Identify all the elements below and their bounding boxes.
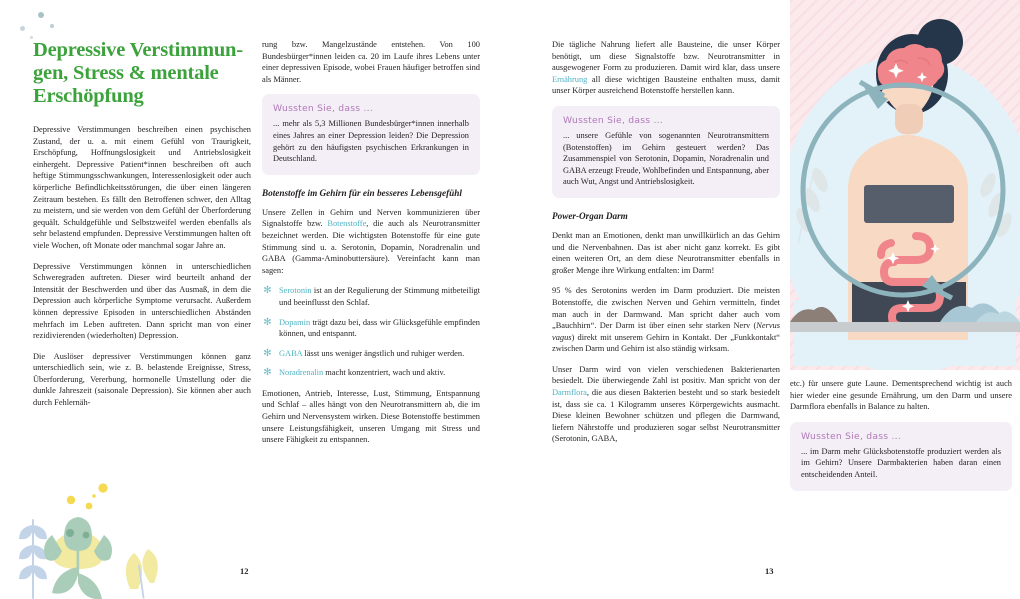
paragraph-text: ) direkt mit unserem Gehirn in Kontakt. Der „Funkkontakt“ zwischen Darm und Gehirn ist also ständig wirksam. [552,332,780,354]
text-column-3 [552,0,780,454]
flower-bullet-icon: ✻ [263,285,272,297]
text-column-2 [262,0,480,455]
paragraph [552,285,780,355]
blue-fern [19,519,47,599]
paragraph: Die Auslöser depressiver Verstimmungen können ganz unterschiedlich sein, wie z. B. belastende Ereignisse, Stress, Überforderung, Vererbung, hormonelle Umstellung oder die dunkle Jahreszeit (saisonale Depression). Sie können aber auch durch Fehlernäh- [33,351,251,408]
section-subheading: Power-Organ Darm [552,210,628,221]
paragraph-text: Die tägliche Nahrung liefert alle Bausteine, die unser Körper benötigt, um diese Signalstoffe bzw. Neurotransmitter in ausgewogener Form zu produzieren. Damit wird klar, dass unsere [552,40,780,73]
flower-bullet-icon: ✻ [263,347,272,359]
list-item [262,348,480,360]
paragraph: Emotionen, Antrieb, Interesse, Lust, Stimmung, Entspannung und Schlaf – alles hängt von den Neurotransmittern ab, die im Gehirn und Nervensystem wirken. Diese Botenstoffe bestimmen unsere Leistungsfähigkeit, unseren Umgang mit Stress und unsere Fähigkeit zu entspannen. [262,388,480,445]
page-number-right: 13 [765,566,774,576]
paragraph: rung bzw. Mangelzustände entstehen. Von 100 Bundesbürger*innen leiden ca. 20 im Laufe ihres Lebens unter einer depressiven Episode, wobei Frauen häufiger betroffen sind als Männer. [262,40,480,84]
paragraph [552,364,780,445]
flower-bullet-icon: ✻ [263,316,272,328]
list-item-text: trägt dazu bei, dass wir Glücksgefühle empfinden können, und entspannt. [279,317,480,339]
inline-highlight-ernaehrung: Ernährung [552,74,588,84]
paragraph [552,39,780,97]
list-item [262,367,480,379]
list-item-text: macht konzentriert, wach und aktiv. [323,368,446,378]
yellow-sprig [126,549,158,599]
paragraph-text: Unsere Zellen in Gehirn und Nerven kommunizieren über Signalstoffe bzw. [262,207,480,229]
list-item-term: Noradrenalin [279,368,324,378]
list-item-text: ist an der Regulierung der Stimmung mitbeteiligt und beeinflusst den Schlaf. [279,286,480,307]
bottom-left-floral-decoration [0,479,210,599]
latin-term: Nervus vagus [552,321,780,342]
tulip-flower [44,517,112,599]
inline-highlight-darmflora: Darmflora [552,388,587,398]
floral-svg [0,479,210,599]
yellow-dots [67,483,108,509]
did-you-know-title: Wussten Sie, dass ... [273,103,373,115]
paragraph-text: , die auch als Neurotransmitter bezeichnet werden. Die wichtigsten Botenstoffe für eine gute Stimmung sind u. a. Serotonin, Dopamin, Noradrenalin und GABA (Gamma-Aminobuttersäure). Vereinfacht kann man sagen: [262,219,480,275]
paragraph-text: 95 % des Serotonins werden im Darm produziert. Die meisten Botenstoffe, die zwischen Nerven und Gehirn vermitteln, findet man auch in der Darmwand. Man spricht daher auch vom „Bauchhirn“. Der Darm ist über einen sehr starken Nerv ( [552,286,780,331]
neurotransmitter-list [262,285,480,379]
paragraph-text: all diese wichtigen Bausteine enthalten muss, damit unser Körper ausreichend Botenstoffe herstellen kann. [552,74,780,96]
did-you-know-body: ... mehr als 5,3 Millionen Bundesbürger*innen innerhalb eines Jahres an einer Depression leiden? Die Depression gehört zu den häufigsten psychischen Erkrankungen in Deutschland. [273,119,469,164]
list-item-term: Serotonin [279,286,312,296]
inline-highlight-botenstoffe: Botenstoffe [327,219,367,229]
paragraph: Depressive Verstimmungen beschreiben einen psychischen Zustand, der u. a. mit einem Gefühl von Traurigkeit, Erschöpfung, Hoffnungslosigkeit und Antriebslosigkeit einhergeht. Depressive Patient*innen beschreiben oft auch heftige Stimmungsschwankungen, Interessenlosigkeit oder auch körperliche Befindlichkeitsstörungen, die über einen längeren Zeitraum bestehen. Es fällt den Betroffenen schwer, den Alltag zu meistern, und sie werden von dem Gefühl der Überforderung gequält. Schuldgefühle und Selbstzweifel werden ebenfalls als sehr belastend empfunden. Depressive Verstimmungen halten oft viele Wochen, oft Monate oder manchmal sogar Jahre an. [33,125,251,250]
did-you-know-title: Wussten Sie, dass ... [801,430,901,442]
did-you-know-box [262,94,480,174]
list-item-text: lässt uns weniger ängstlich und ruhiger werden. [302,348,465,358]
paragraph: Denkt man an Emotionen, denkt man unwillkürlich an das Gehirn und die Nervenbahnen. Das ist aber nicht ganz korrekt. Es gibt einen weiteren Ort, an dem diese Neurotransmitter ebenfalls in großer Menge ihre Wirkung entfalten: im Darm! [552,230,780,275]
section-subheading: Botenstoffe im Gehirn für ein besseres Lebensgefühl [262,187,462,198]
paragraph [262,207,480,277]
flower-bullet-icon: ✻ [263,367,272,379]
text-column-4 [790,0,1012,503]
did-you-know-box [790,422,1012,491]
did-you-know-box [552,106,780,198]
did-you-know-body: ... unsere Gefühle von sogenannten Neurotransmittern (Botenstoffen) im Gehirn gesteuert werden? Das Zusammenspiel von Serotonin, Dopamin, Noradrenalin und GABA erzeugt Freude, Wohlbefinden und Entspannung, aber auch Wut, Angst und Antriebslosigkeit. [563,130,769,187]
list-item [262,285,480,308]
list-item [262,317,480,340]
decorative-dot-icon [20,26,25,31]
page-title: Depressive Verstimmun- gen, Stress & mentale Erschöpfung [33,39,243,107]
did-you-know-body: ... im Darm mehr Glücksbotenstoffe produziert werden als im Gehirn? Unsere Darmbakterien haben daran einen entscheidenden Anteil. [801,446,1001,479]
paragraph-text: , die aus diesen Bakterien besteht und so stark besiedelt ist, dass sie ca. 1 Kilogramm unseres Körpergewichts ausmacht. Diese kleinen Bewohner schützen und pflegen die Darmwand, liefern Nährstoffe und produzieren sogar selbst Neurotransmitter (Serotonin, GABA, [552,388,780,444]
did-you-know-title: Wussten Sie, dass ... [563,114,663,126]
list-item-term: GABA [279,348,303,358]
list-item-term: Dopamin [279,317,311,327]
paragraph-text: Unser Darm wird von vielen verschiedenen Bakterienarten besiedelt. Die überwiegende Zahl ist positiv. Man spricht von der [552,364,780,386]
text-column-1 [33,0,251,418]
paragraph: Depressive Verstimmungen können in unterschiedlichen Schweregraden auftreten. Dieser wird beurteilt anhand der Intensität der Beschwerden und über das Ausmaß, in dem die Depression auch körperliche Symptome verursacht. Außerdem können depressive Episoden in unterschiedlichen Abständen mehrfach im Leben auftreten. Dann spricht man von einer rezidivierenden (wiederholten) Depression. [33,261,251,341]
page-number-left: 12 [240,566,249,576]
paragraph: etc.) für unsere gute Laune. Dementsprechend wichtig ist auch hier wieder eine gesunde Ernährung, um den Darm und unsere Darmflora ebenfalls in Balance zu halten. [790,379,1012,412]
